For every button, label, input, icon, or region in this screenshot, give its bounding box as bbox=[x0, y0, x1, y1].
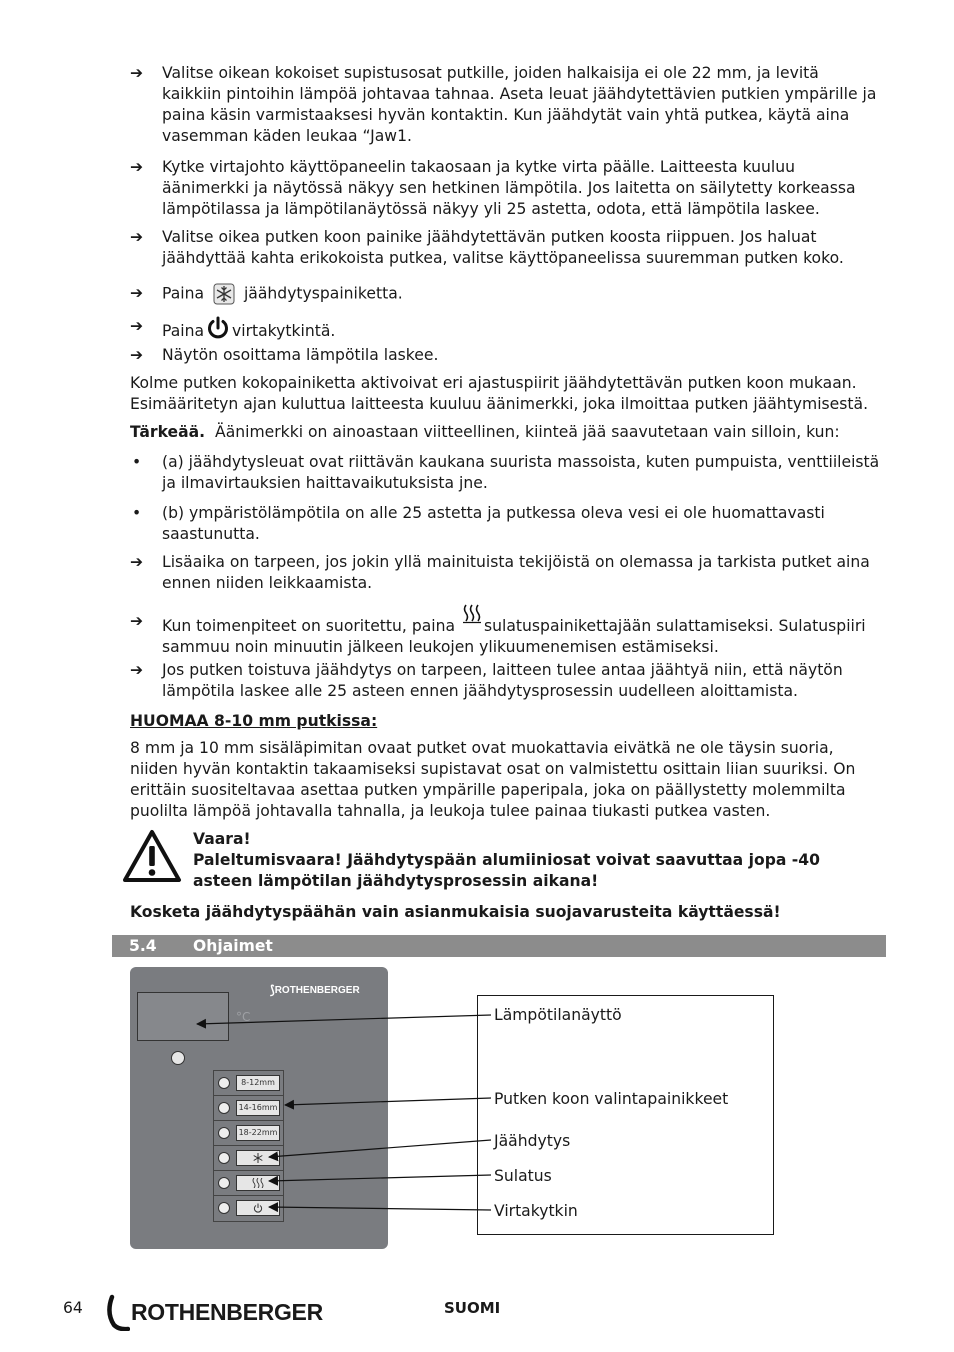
instruction-text: Kun toimenpiteet on suoritettu, paina bbox=[162, 617, 456, 635]
leader-cool bbox=[269, 1140, 491, 1157]
leader-display bbox=[197, 1015, 491, 1024]
right-arrow-icon: ➔ bbox=[130, 661, 144, 679]
note-paragraph: 8 mm ja 10 mm sisäläpimitan ovaat putket ovat muokattavia eivätkä ne ole täysin suoria, niiden hyvän kontaktin takaamiseksi supistavat osat on valmistettu osittain liian suuriksi. On erittäin suositeltavaa asettaa putken ympärille paperipala, joka on päällystetty molemmilta puolilta lämpöä johtavalla tahnalla, ja leukoja tulee painaa tiukasti putkea vasten. bbox=[130, 739, 856, 820]
bullet-dot: • bbox=[132, 504, 142, 522]
footer-brand: ROTHENBERGER bbox=[131, 1298, 323, 1325]
leader-power bbox=[269, 1207, 491, 1210]
panel-brand-logo: ⟆ROTHENBERGER bbox=[270, 983, 360, 997]
important-label: Tärkeää. bbox=[130, 423, 206, 441]
leader-thaw bbox=[269, 1175, 491, 1181]
list-item-text: (b) ympäristölämpötila on alle 25 astetta ja putkessa oleva vesi ei ole huomattavasti saastunutta. bbox=[162, 504, 825, 543]
instruction-text: sulatuspainikettajään sulattamiseksi. Sulatuspiiri sammuu noin minuutin jälkeen leukojen ylikuumenemisen estämiseksi. bbox=[162, 617, 866, 656]
section-title: Ohjaimet bbox=[193, 937, 273, 955]
note-heading: HUOMAA 8-10 mm putkissa: bbox=[130, 712, 378, 730]
list-item-text: (a) jäähdytysleuat ovat riittävän kaukana suurista massoista, kuten pumpuista, venttiileistä ja ilmavirtauksien haittavaikutuksista jne. bbox=[162, 453, 880, 492]
callout-label: Jäähdytys bbox=[494, 1132, 571, 1150]
right-arrow-icon: ➔ bbox=[130, 612, 144, 630]
warning-title: Vaara! bbox=[193, 830, 251, 848]
warning-footer: Kosketa jäähdytyspäähän vain asianmukaisia suojavarusteita käyttäessä! bbox=[130, 903, 781, 921]
instruction-text: Valitse oikean kokoiset supistusosat putkille, joiden halkaisija ei ole 22 mm, ja levitä kaikkiin pintoihin lämpöä johtavaa tahnaa. Aseta leuat jäähdytettävien putkien ympärille ja paina käsin varmistaaksesi hyvän kontaktin. Kun jäähdytät vain yhtä putkea, käytä aina vasemman käden leukaa “Jaw1. bbox=[162, 64, 877, 145]
leader-size-buttons bbox=[285, 1098, 491, 1105]
size-label: 8-12mm bbox=[236, 1075, 280, 1091]
footer-brand-logo bbox=[106, 1292, 323, 1332]
warning-text: Paleltumisvaara! Jäähdytyspään alumiiniosat voivat saavuttaa jopa -40 asteen lämpötilan jäähdytysprosessin aikana! bbox=[193, 851, 820, 890]
important-text: Äänimerkki on ainoastaan viitteellinen, kiinteä jää saavutetaan vain silloin, kun: bbox=[215, 423, 840, 441]
bullet-dot: • bbox=[132, 453, 142, 471]
instruction-text: Valitse oikea putken koon painike jäähdytettävän putken koosta riippuen. Jos haluat jäähdyttää kahta erikokoista putkea, valitse käyttöpaneelissa suuremman putken koko. bbox=[162, 228, 844, 267]
instruction-text: virtakytkintä. bbox=[232, 322, 336, 340]
size-label: 14-16mm bbox=[236, 1100, 280, 1116]
right-arrow-icon: ➔ bbox=[130, 228, 144, 246]
right-arrow-icon: ➔ bbox=[130, 553, 144, 571]
right-arrow-icon: ➔ bbox=[130, 64, 144, 82]
size-label: 18-22mm bbox=[236, 1125, 280, 1141]
right-arrow-icon: ➔ bbox=[130, 158, 144, 176]
body-paragraph: Kolme putken kokopainiketta aktivoivat eri ajastuspiirit jäähdytettävän putken koon mukaan. Esimääritetyn ajan kuluttua laitteesta kuuluu äänimerkki, joka ilmoittaa putken jäähtymisestä. bbox=[130, 374, 869, 413]
instruction-text: Jos putken toistuva jäähdytys on tarpeen, laitteen tulee antaa jäähtyä niin, että näytön lämpötila laskee alle 25 asteen ennen jäähdytysprosessin uudelleen aloittamista. bbox=[162, 661, 843, 700]
instruction-text: Näytön osoittama lämpötila laskee. bbox=[162, 346, 439, 364]
callout-label: Sulatus bbox=[494, 1167, 552, 1185]
instruction-text: Lisäaika on tarpeen, jos jokin yllä mainituista tekijöistä on olemassa ja tarkista putket aina ennen niiden leikkaamista. bbox=[162, 553, 870, 592]
page-number: 64 bbox=[63, 1299, 83, 1317]
rothenberger-swoosh-icon bbox=[106, 1293, 130, 1331]
right-arrow-icon: ➔ bbox=[130, 346, 144, 364]
right-arrow-icon: ➔ bbox=[130, 284, 144, 302]
callout-label: Virtakytkin bbox=[494, 1202, 578, 1220]
instruction-text: Paina bbox=[162, 284, 205, 303]
section-number: 5.4 bbox=[129, 937, 157, 955]
instruction-text: jäähdytyspainiketta. bbox=[243, 284, 403, 303]
right-arrow-icon: ➔ bbox=[130, 317, 144, 335]
callout-label: Putken koon valintapainikkeet bbox=[494, 1090, 729, 1108]
unit-label: °C bbox=[236, 1010, 251, 1024]
footer-language: SUOMI bbox=[444, 1299, 501, 1317]
instruction-text: Paina bbox=[162, 322, 205, 340]
instruction-text: Kytke virtajohto käyttöpaneelin takaosaan ja kytke virta päälle. Laitteesta kuuluu äänimerkki ja näytössä näkyy sen hetkinen lämpötila. Jos laitetta on säilytetty korkeassa lämpötilassa ja lämpötilanäytössä näkyy yli 25 astetta, odota, että lämpötila laskee. bbox=[162, 158, 856, 218]
callout-label: Lämpötilanäyttö bbox=[494, 1006, 622, 1024]
